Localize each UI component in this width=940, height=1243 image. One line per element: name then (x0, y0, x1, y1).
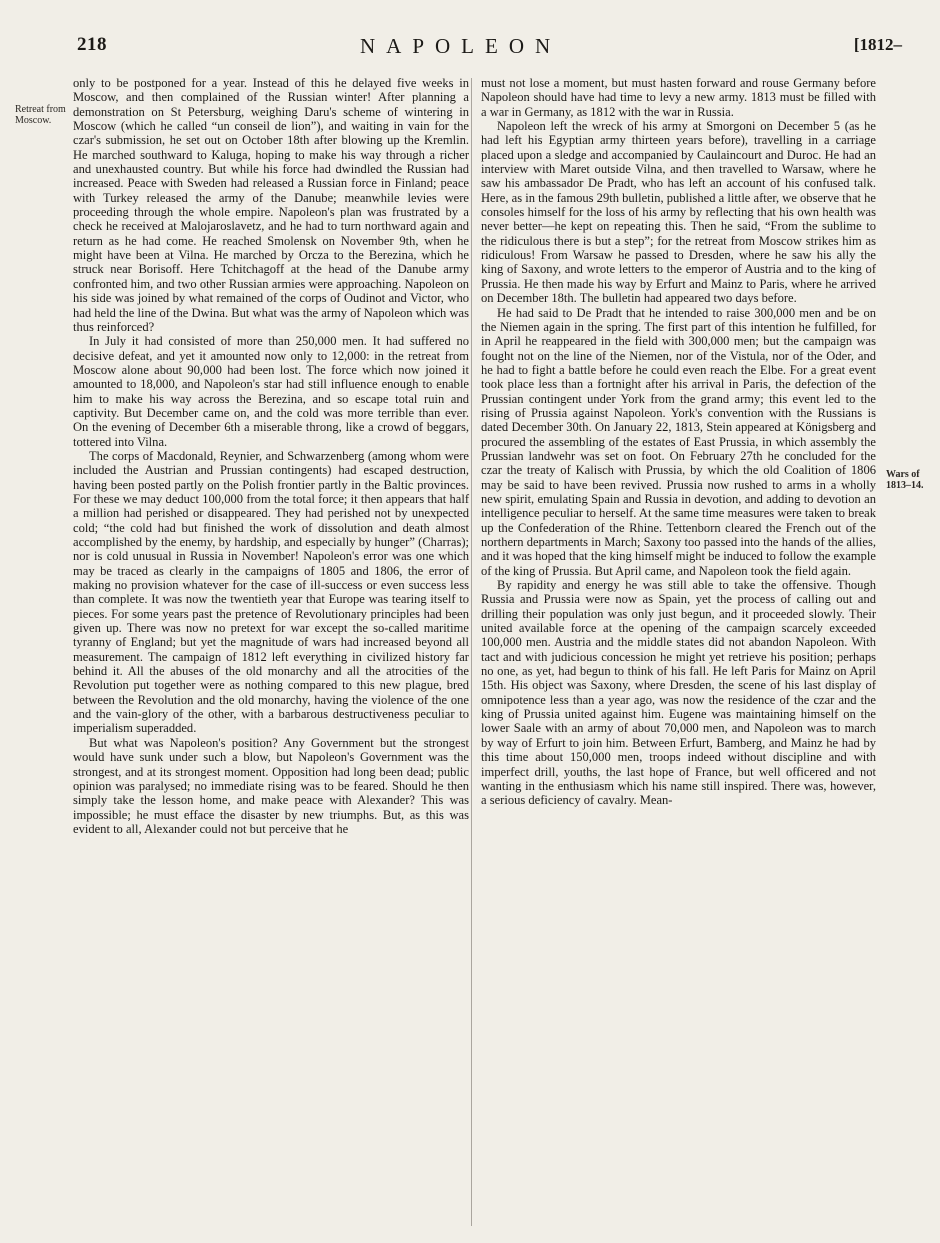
right-paragraph-4: By rapidity and energy he was still able to take the offensive. Though Russia and Prussia were now as Spain, yet the process of calling out and drilling their population was only just begun, and it proceeded slowly. Their united available force at the opening of the campaign scarcely exceeded 100,000 men. Austria and the middle states did not abandon Napoleon. With tact and with judicious concession he might yet retrieve his position; perhaps no one, as yet, had begun to think of his fall. He left Paris for Mainz on April 15th. His object was Saxony, where Dresden, the scene of his last display of omnipotence less than a year ago, was now the residence of the czar and the king of Prussia united against him. Eugene was maintaining himself on the lower Saale with an army of about 70,000 men, and Napoleon was to march by way of Erfurt to join him. Between Erfurt, Bamberg, and Mainz he had by this time about 150,000 men, troops indeed without discipline and with imperfect drill, youths, the last hope of France, but well officered and not wanting in the enthusiasm which his name still inspired. There was, however, a serious deficiency of cavalry. Mean- (481, 578, 876, 808)
margin-note-wars: Wars of 1813–14. (886, 469, 924, 491)
right-text-column (481, 76, 876, 808)
header-date: [1812– (853, 35, 902, 54)
left-paragraph-4: But what was Napoleon's position? Any Government but the strongest would have sunk under such a blow, but Napoleon's Government was the strongest, and at its strongest moment. Opposition had long been dead; public opinion was paralysed; no immediate rising was to be feared. Should he then simply take the lesson home, and make peace with Alexander? This was impossible; he must efface the disaster by new triumphs. But, as this was evident to all, Alexander could not but perceive that he (73, 735, 469, 836)
left-paragraph-1: only to be postponed for a year. Instead of this he delayed five weeks in Moscow, and then complained of the Russian winter! After planning a demonstration on St Petersburg, weighing Daru's scheme of wintering in Moscow (which he called “un conseil de lion”), and waiting in vain for the czar's submission, he set out on October 18th after blowing up the Kremlin. He marched southward to Kaluga, hoping to make his way through a richer and unexhausted country. But while his force had dwindled the Russian had increased. Peace with Sweden had released a Russian force in Finland; peace with Turkey released the army of the Danube; meanwhile levies were proceeding through the whole empire. Napoleon's plan was frustrated by a check he received at Malojaroslavetz, and he had to turn northward again and return as he had come. He reached Smolensk on November 9th, when he might have been at Vilna. He marched by Orcza to the Berezina, which he struck near Borisoff. Here Tchitchagoff at the head of the Danube army confronted him, and two other Russian armies were approaching. Napoleon on his side was joined by what remained of the corps of Oudinot and Victor, who had held the line of the Dwina. But what was the army of Napoleon which was thus reinforced? (73, 76, 469, 334)
left-text-column (73, 76, 469, 836)
running-title: NAPOLEON (360, 34, 562, 58)
right-paragraph-1: must not lose a moment, but must hasten forward and rouse Germany before Napoleon should have had time to levy a new army. 1813 must be filled with a war in Germany, as 1812 with the war in Russia. (481, 76, 876, 119)
page-header (0, 34, 940, 64)
margin-note-retreat: Retreat from Moscow. (15, 104, 66, 126)
left-paragraph-2: In July it had consisted of more than 250,000 men. It had suffered no decisive defeat, and yet it amounted now only to 12,000: in the retreat from Moscow alone about 90,000 had been lost. The force which now joined it amounted to 18,000, and Napoleon's star had still influence enough to enable him to make his way across the Berezina, and so escape total ruin and captivity. But December came on, and the cold was more terrible than ever. On the evening of December 6th a miserable throng, like a crowd of beggars, tottered into Vilna. (73, 334, 469, 449)
left-paragraph-3: The corps of Macdonald, Reynier, and Schwarzenberg (among whom were included the Austrian and Prussian contingents) had escaped destruction, having been posted partly on the Polish frontier partly in the Baltic provinces. For these we may deduct 100,000 from the total force; it then appears that half a million had perished or disappeared. They had perished not by unexpected cold; “the cold had but finished the work of dissolution and death almost accomplished by the enemy, by hardship, and especially by hunger” (Charras); nor is cold unusual in Russia in November! Napoleon's error was one which may be traced as clearly in the campaigns of 1805 and 1806, the error of making no provision whatever for the case of ill-success or even success less than complete. It was now the twentieth year that Europe was tearing itself to pieces. For some years past the pretence of Revolutionary principles had been given up. There was now no pretext for war except the so-called maritime tyranny of England; but yet the magnitude of wars had increased beyond all measurement. The campaign of 1812 left everything in civilized history far behind it. All the abuses of the old monarchy and all the atrocities of the Revolution put together were as nothing compared to this new plague, bred between the Revolution and the old monarchy, having the violence of the one and the vain-glory of the other, with a barbarous destructiveness peculiar to imperialism superadded. (73, 448, 469, 736)
column-divider (471, 78, 472, 1226)
right-paragraph-2: Napoleon left the wreck of his army at Smorgoni on December 5 (as he had left his Egyptian army thirteen years before), travelling in a carriage placed upon a sledge and accompanied by Caulaincourt and Duroc. He had an interview with Maret outside Vilna, and then travelled to Warsaw, where he saw his ambassador De Pradt, who has left an account of his confused talk. Here, as in the famous 29th bulletin, published a little after, we observe that he consoles himself for the loss of his army by reflecting that his own health was never better—he kept on repeating this. Then he said, “From the sublime to the ridiculous there is but a step”; for the retreat from Moscow strikes him as ridiculous! From Warsaw he passed to Dresden, where he saw his ally the king of Saxony, and wrote letters to the emperor of Austria and to the king of Prussia. He then made his way by Erfurt and Mainz to Paris, where he arrived on December 18th. The bulletin had appeared two days before. (481, 119, 876, 306)
page-number: 218 (77, 34, 107, 55)
right-paragraph-3: He had said to De Pradt that he intended to raise 300,000 men and be on the Niemen again in the spring. The first part of this intention he fulfilled, for in April he reappeared in the field with 300,000 men; but the campaign was fought not on the line of the Niemen, nor of the Vistula, nor of the Oder, and he had to fight a battle before he could even reach the Elbe. For a great event took place less than a fortnight after his arrival in Paris, the defection of the Prussian contingent under York from the grand army; this event led to the rising of Prussia against Napoleon. York's convention with the Russians is dated December 30th. On January 22, 1813, Stein appeared at Königsberg and procured the assembling of the estates of East Prussia, in which assembly the Prussian landwehr was set on foot. On February 27th he concluded for the czar the treaty of Kalisch with Prussia, by which the old Coalition of 1806 may be said to have been revived. Prussia now rushed to arms in a wholly new spirit, emulating Spain and Russia in devotion, and adding to devotion an intelligence peculiar to herself. At the same time measures were taken to break up the Confederation of the Rhine. Tettenborn cleared the French out of the northern departments in March; Saxony too passed into the hands of the allies, and it was hoped that the king himself might be induced to follow the example of the king of Prussia. But April came, and Napoleon took the field again. (481, 305, 876, 578)
